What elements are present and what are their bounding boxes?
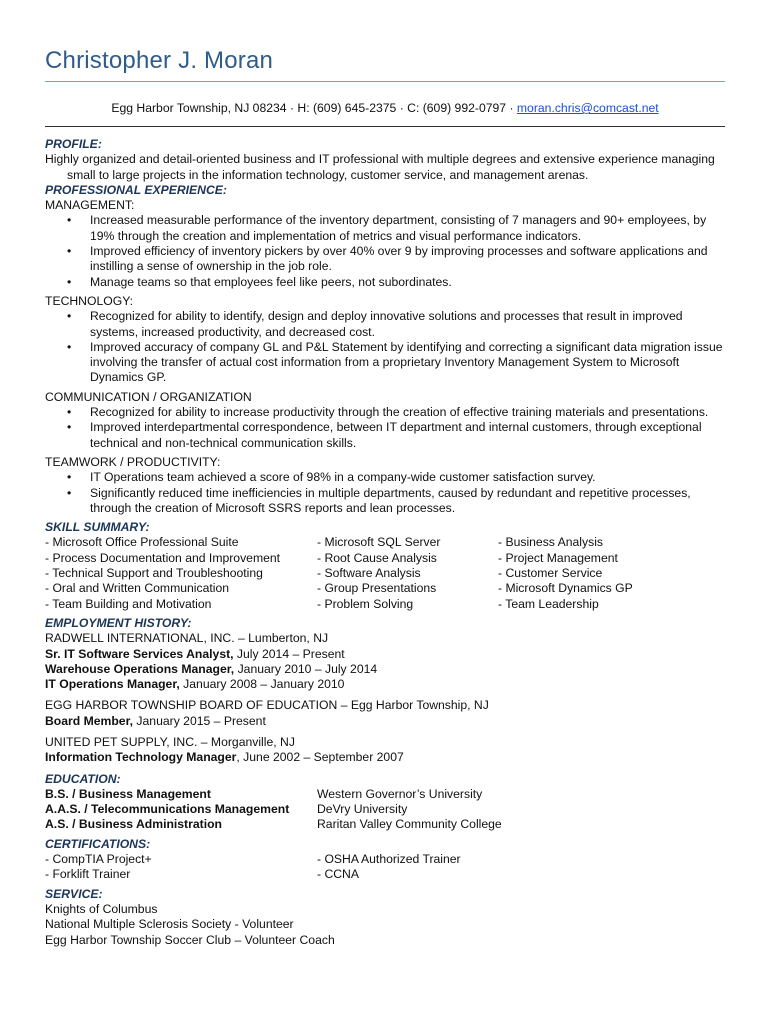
job-dates: January 2008 – January 2010 bbox=[179, 677, 345, 692]
employer-name: RADWELL INTERNATIONAL, INC. – Lumberton, NJ bbox=[45, 631, 329, 646]
header-divider bbox=[45, 81, 725, 82]
list-item: • Increased measurable performance of the inventory department, consisting of 7 managers and 90+ employees, by 19% through the creation and implementation of metrics and visual performance indicators. bbox=[45, 213, 725, 244]
contact-divider bbox=[45, 126, 725, 127]
job-title: IT Operations Manager, bbox=[45, 677, 180, 692]
job-title: Board Member, bbox=[45, 713, 134, 728]
skill-item: - Oral and Written Communication bbox=[45, 581, 230, 596]
profile-heading: PROFILE: bbox=[45, 137, 102, 151]
employment-heading: EMPLOYMENT HISTORY: bbox=[45, 615, 192, 630]
skill-item: - Software Analysis bbox=[317, 566, 421, 581]
job-title: Warehouse Operations Manager, bbox=[45, 661, 235, 676]
skills-grid bbox=[45, 535, 725, 611]
employer-name: EGG HARBOR TOWNSHIP BOARD OF EDUCATION – Egg Harbor Township, NJ bbox=[45, 698, 489, 713]
education-heading: EDUCATION: bbox=[45, 771, 121, 786]
skills-heading: SKILL SUMMARY: bbox=[45, 520, 150, 535]
job-role bbox=[45, 714, 725, 729]
email-link[interactable]: moran.chris@comcast.net bbox=[516, 101, 659, 115]
skill-item: - Group Presentations bbox=[317, 581, 437, 596]
skill-item: - Technical Support and Troubleshooting bbox=[45, 566, 263, 581]
experience-heading: PROFESSIONAL EXPERIENCE: bbox=[45, 182, 227, 197]
service-item: National Multiple Sclerosis Society - Volunteer bbox=[45, 917, 294, 932]
job-dates: January 2010 – July 2014 bbox=[234, 661, 378, 676]
list-item: • Improved interdepartmental correspondence, between IT department and internal customers, through exceptional technical and non-technical communication skills. bbox=[45, 420, 725, 451]
skills-column bbox=[45, 535, 317, 611]
skill-item: - Customer Service bbox=[498, 566, 603, 581]
resume-body bbox=[45, 137, 725, 948]
skill-item: - Microsoft SQL Server bbox=[317, 535, 441, 550]
job-title: Sr. IT Software Services Analyst, bbox=[45, 646, 234, 661]
profile-text: Highly organized and detail-oriented business and IT professional with multiple degrees and extensive experience managing small to large projects in the information technology, customer service, and management arenas. bbox=[45, 152, 715, 182]
certifications-heading: CERTIFICATIONS: bbox=[45, 836, 151, 851]
job-title: Information Technology Manager bbox=[45, 750, 237, 765]
skill-item: - Microsoft Dynamics GP bbox=[498, 581, 633, 596]
skill-item: - Project Management bbox=[498, 550, 618, 565]
bullet-list bbox=[45, 405, 725, 451]
school: Raritan Valley Community College bbox=[317, 817, 502, 832]
job-role bbox=[45, 647, 725, 662]
education-entry bbox=[45, 787, 725, 802]
certification-item: - CCNA bbox=[317, 867, 359, 882]
certification-row bbox=[45, 867, 725, 882]
service-heading: SERVICE: bbox=[45, 886, 103, 901]
bullet-list bbox=[45, 213, 725, 289]
job-dates: July 2014 – Present bbox=[233, 646, 345, 661]
job-dates: , June 2002 – September 2007 bbox=[236, 750, 404, 765]
education-entry bbox=[45, 817, 725, 832]
job-role bbox=[45, 662, 725, 677]
contact-line bbox=[45, 101, 725, 115]
certification-row bbox=[45, 852, 725, 867]
degree: A.A.S. / Telecommunications Management bbox=[45, 802, 290, 817]
list-item: • Improved efficiency of inventory pickers by over 40% over 9 by improving processes and software applications and instilling a sense of ownership in the job role. bbox=[45, 244, 725, 275]
skills-column bbox=[498, 535, 718, 611]
experience-group-title: MANAGEMENT: bbox=[45, 198, 135, 213]
skill-item: - Team Building and Motivation bbox=[45, 596, 212, 611]
certification-item: - OSHA Authorized Trainer bbox=[317, 852, 461, 867]
degree: A.S. / Business Administration bbox=[45, 817, 222, 832]
job-dates: January 2015 – Present bbox=[133, 713, 266, 728]
bullet-list bbox=[45, 309, 725, 385]
bullet-list bbox=[45, 470, 725, 516]
skill-item: - Business Analysis bbox=[498, 535, 603, 550]
certification-item: - CompTIA Project+ bbox=[45, 852, 152, 867]
list-item: • IT Operations team achieved a score of 98% in a company-wide customer satisfaction survey. bbox=[45, 470, 725, 485]
education-entry bbox=[45, 802, 725, 817]
list-item: • Significantly reduced time inefficiencies in multiple departments, caused by redundant and repetitive processes, through the creation of Microsoft SSRS reports and lean processes. bbox=[45, 486, 725, 517]
experience-group-title: COMMUNICATION / ORGANIZATION bbox=[45, 389, 252, 404]
degree: B.S. / Business Management bbox=[45, 786, 211, 801]
skill-item: - Microsoft Office Professional Suite bbox=[45, 535, 239, 550]
job-role bbox=[45, 677, 725, 692]
experience-group-title: TEAMWORK / PRODUCTIVITY: bbox=[45, 454, 221, 469]
skill-item: - Process Documentation and Improvement bbox=[45, 550, 281, 565]
skill-item: - Root Cause Analysis bbox=[317, 550, 437, 565]
employer-name: UNITED PET SUPPLY, INC. – Morganville, NJ bbox=[45, 734, 295, 749]
contact-details: Egg Harbor Township, NJ 08234 · H: (609) 645-2375 · C: (609) 992-0797 · bbox=[111, 101, 517, 115]
service-item: Egg Harbor Township Soccer Club – Volunteer Coach bbox=[45, 932, 335, 947]
experience-group-title: TECHNOLOGY: bbox=[45, 293, 134, 308]
list-item: • Improved accuracy of company GL and P&L Statement by identifying and correcting a significant data migration issue involving the transfer of actual cost information from a proprietary Inventory Management System to Microsoft Dynamics GP. bbox=[45, 340, 725, 386]
school: Western Governor’s University bbox=[317, 786, 483, 801]
list-item: • Recognized for ability to increase productivity through the creation of effective training materials and presentations. bbox=[45, 405, 725, 420]
list-item: • Manage teams so that employees feel like peers, not subordinates. bbox=[45, 275, 725, 290]
certification-item: - Forklift Trainer bbox=[45, 867, 131, 882]
skill-item: - Problem Solving bbox=[317, 596, 414, 611]
job-role bbox=[45, 750, 725, 765]
skill-item: - Team Leadership bbox=[498, 596, 599, 611]
list-item: • Recognized for ability to identify, design and deploy innovative solutions and processes that result in improved systems, increased productivity, and decreased cost. bbox=[45, 309, 725, 340]
school: DeVry University bbox=[317, 802, 408, 817]
skills-column bbox=[317, 535, 498, 611]
candidate-name: Christopher J. Moran bbox=[45, 47, 274, 74]
service-item: Knights of Columbus bbox=[45, 901, 158, 916]
